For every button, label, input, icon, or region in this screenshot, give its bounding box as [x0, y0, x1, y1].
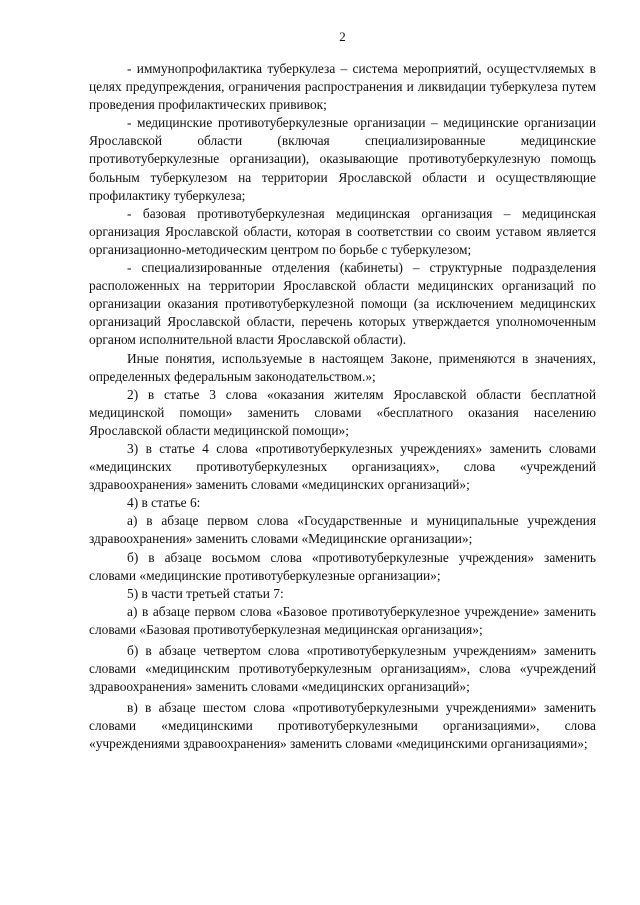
paragraph-base-tb-organization-definition: - базовая противотуберкулезная медицинская организация – медицинская организация Ярославской области, которая в соответствии со своим уставом является организационно-методическим центром по борьбе с туберкулезом;: [89, 205, 596, 257]
page-number: 2: [339, 29, 346, 44]
paragraph-article-6-subitem-a: а) в абзаце первом слова «Государственные и муниципальные учреждения здравоохранения» заменить словами «Медицинские организации»;: [89, 513, 596, 547]
paragraph-amendment-article-4: 3) в статье 4 слова «противотуберкулезных учреждениях» заменить словами «медицинских противотуберкулезных организациях», слова «учреждений здравоохранения» заменить словами «медицинских организаций»;: [89, 440, 596, 493]
paragraph-amendment-article-7-heading: 5) в части третьей статьи 7:: [127, 585, 284, 601]
paragraph-other-concepts: Иные понятия, используемые в настоящем Законе, применяются в значениях, определенных федеральным законодательством.»;: [89, 350, 596, 384]
paragraph-amendment-article-6-heading: 4) в статье 6:: [127, 495, 201, 511]
paragraph-article-7-subitem-b: б) в абзаце четвертом слова «противотуберкулезным учреждениям» заменить словами «медицинским противотуберкулезным организациям», слова «учреждений здравоохранения» заменить словами «медицинских организаций»;: [89, 643, 596, 695]
paragraph-immunoprophylaxis-definition: - иммунопрофилактика туберкулеза – система мероприятий, осущестvляемых в целях предупреждения, ограничения распространения и ликвидации туберкулеза путем проведения профилактических прививок;: [89, 61, 596, 113]
paragraph-medical-tb-organizations-definition: - медицинские противотуберкулезные организации – медицинские организации Ярославской области (включая специализированные медицинские противотуберкулезные организации), оказывающие противотуберкулезную помощь больным туберкулезом на территории Ярославской области и осуществляющие профилактику туберкулеза;: [89, 115, 596, 203]
paragraph-article-6-subitem-b: б) в абзаце восьмом слова «противотуберкулезные учреждения» заменить словами «медицинские противотуберкулезные организации»;: [89, 549, 596, 583]
paragraph-amendment-article-3: 2) в статье 3 слова «оказания жителям Ярославской области бесплатной медицинской помощи» заменить словами «бесплатного оказания населению Ярославской области медицинской помощи»;: [89, 386, 596, 438]
paragraph-specialized-departments-definition: - специализированные отделения (кабинеты) – структурные подразделения расположенных на территории Ярославской области медицинских организаций по организации оказания противотуберкулезной помощи (за исключением медицинских организаций Ярославской области, перечень которых утверждается уполномоченным органом исполнительной власти Ярославской области).: [89, 260, 596, 348]
document-body: [89, 60, 596, 754]
paragraph-article-7-subitem-v: в) в абзаце шестом слова «противотуберкулезными учреждениями» заменить словами «медицинскими противотуберкулезными организациями», слова «учреждениями здравоохранения» заменить словами «медицинскими организациями»;: [89, 700, 596, 752]
paragraph-article-7-subitem-a: а) в абзаце первом слова «Базовое противотуберкулезное учреждение» заменить словами «Базовая противотуберкулезная медицинская организация»;: [89, 603, 596, 637]
